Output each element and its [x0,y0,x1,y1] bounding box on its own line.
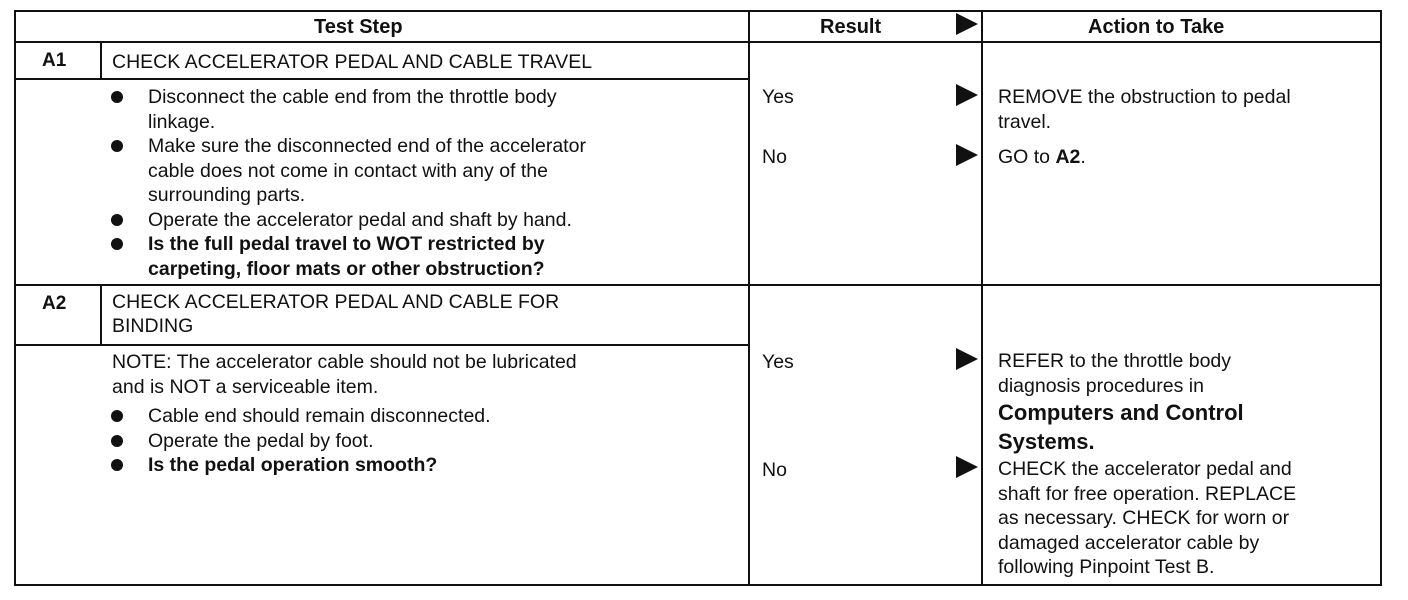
header-action: Action to Take [1088,16,1225,38]
header-arrow-icon [956,13,978,35]
a1-title-bottom [14,78,750,80]
list-item: Disconnect the cable end from the throttle body linkage. [112,85,586,134]
a2-yes-action: REFER to the throttle body diagnosis procedures in Computers and Control Systems. [998,350,1244,454]
list-item: Cable end should remain disconnected. [112,404,491,429]
a1-id-divider [100,42,102,79]
a1-a2-separator [14,284,1382,286]
bullet-icon [111,140,123,152]
border-right [1380,10,1382,586]
list-item: Is the full pedal travel to WOT restricted by carpeting, floor mats or other obstruction? [112,232,586,281]
a2-no-arrow-icon [956,456,978,478]
list-item: Is the pedal operation smooth? [112,453,491,478]
bullet-icon [111,435,123,447]
bullet-icon [111,238,123,250]
step-id-a1: A1 [42,50,67,71]
a1-result-no: No [762,146,787,168]
a2-id-divider [100,285,102,345]
bullet-icon [111,410,123,422]
list-item: Operate the accelerator pedal and shaft by hand. [112,208,586,233]
bullet-icon [111,214,123,226]
header-result: Result [820,16,882,38]
a2-title-bottom [14,344,750,346]
divider-action [981,10,983,586]
a2-no-action: CHECK the accelerator pedal and shaft for free operation. REPLACE as necessary. CHECK for worn or damaged accelerator cable by following Pinpoint Test B. [998,458,1297,578]
step-id-a2: A2 [42,293,67,314]
step-title-a1: CHECK ACCELERATOR PEDAL AND CABLE TRAVEL [112,51,593,73]
bullet-icon [111,91,123,103]
a1-result-yes: Yes [762,86,794,108]
list-item: Operate the pedal by foot. [112,429,491,454]
list-item: Make sure the disconnected end of the accelerator cable does not come in contact with any of the surrounding parts. [112,134,586,208]
a2-yes-arrow-icon [956,348,978,370]
a2-bullet-list [112,404,491,478]
a2-result-yes: Yes [762,351,794,373]
bullet-icon [111,459,123,471]
a1-no-arrow-icon [956,144,978,166]
header-bottom [14,41,1382,43]
a2-result-no: No [762,459,787,481]
a1-yes-arrow-icon [956,84,978,106]
border-bottom [14,584,1382,586]
border-top [14,10,1382,12]
step-title-a2: CHECK ACCELERATOR PEDAL AND CABLE FOR BINDING [112,291,560,337]
header-test-step: Test Step [314,16,403,38]
divider-result [748,10,750,586]
diagnostic-table [14,10,1382,586]
a2-note: NOTE: The accelerator cable should not be lubricated and is NOT a serviceable item. [112,351,577,398]
a1-yes-action: REMOVE the obstruction to pedal travel. [998,86,1291,133]
border-left [14,10,16,586]
a1-bullet-list [112,85,586,281]
a1-no-action: GO to A2. [998,146,1086,168]
